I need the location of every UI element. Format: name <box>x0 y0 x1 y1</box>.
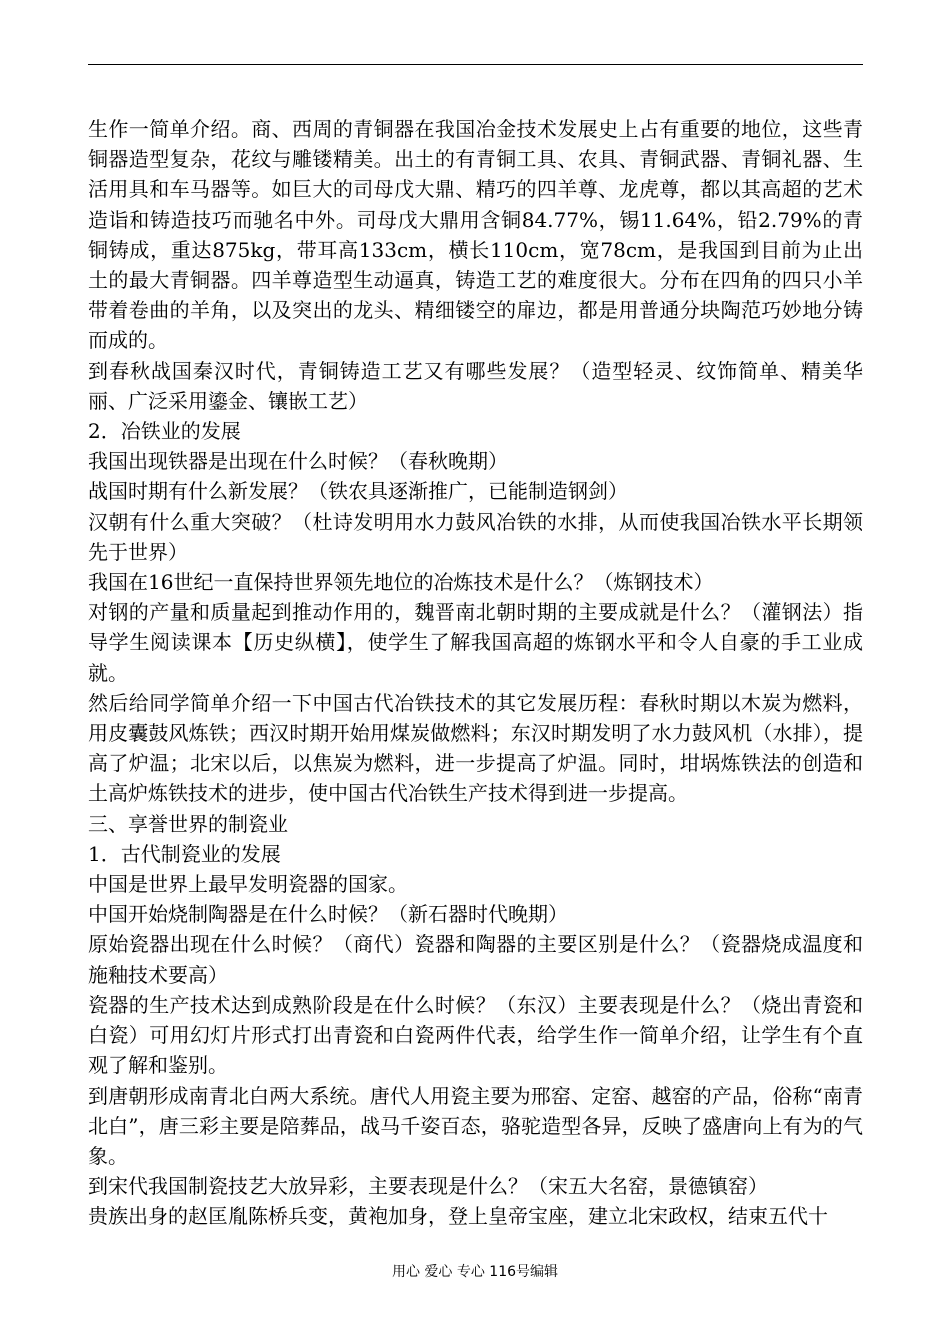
paragraph: 中国开始烧制陶器是在什么时候？（新石器时代晚期） <box>88 902 568 927</box>
paragraph: 我国出现铁器是出现在什么时候？（春秋晚期） <box>88 449 508 474</box>
section-heading: 三、享誉世界的制瓷业 <box>88 811 288 836</box>
paragraph: 瓷器的生产技术达到成熟阶段是在什么时候？（东汉）主要表现是什么？（烧出青瓷和白瓷）可用幻灯片形式打出青瓷和白瓷两件代表，给学生作一简单介绍，让学生有个直观了解和鉴别。 <box>88 992 863 1078</box>
paragraph: 到唐朝形成南青北白两大系统。唐代人用瓷主要为邢窑、定窑、越窑的产品，俗称“南青北白”，唐三彩主要是陪葬品，战马千姿百态，骆驼造型各异，反映了盛唐向上有为的气象。 <box>88 1083 863 1168</box>
section-heading: 1．古代制瓷业的发展 <box>88 841 281 866</box>
header-rule <box>88 64 863 65</box>
paragraph: 到春秋战国秦汉时代，青铜铸造工艺又有哪些发展？（造型轻灵、纹饰简单、精美华丽、广泛采用鎏金、镶嵌工艺） <box>88 358 863 413</box>
paragraph: 贵族出身的赵匡胤陈桥兵变，黄袍加身，登上皇帝宝座，建立北宋政权，结束五代十 <box>88 1204 828 1229</box>
paragraph: 我国在16世纪一直保持世界领先地位的冶炼技术是什么？（炼钢技术） <box>88 570 714 595</box>
section-heading: 2．冶铁业的发展 <box>88 419 241 444</box>
paragraph: 战国时期有什么新发展？（铁农具逐渐推广，已能制造钢剑） <box>88 479 628 504</box>
page-footer: 用心 爱心 专心 116号编辑 <box>391 1264 559 1280</box>
paragraph: 生作一简单介绍。商、西周的青铜器在我国冶金技术发展史上占有重要的地位，这些青铜器造型复杂，花纹与雕镂精美。出土的有青铜工具、农具、青铜武器、青铜礼器、生活用具和车马器等。如巨大的司母戊大鼎、精巧的四羊尊、龙虎尊，都以其高超的艺术造诣和铸造技巧而驰名中外。司母戊大鼎用含铜84.77%，锡11.64%，铅2.79%的青铜铸成，重达875kg，带耳高133cm，横长110cm，宽78cm，是我国到目前为止出土的最大青铜器。四羊尊造型生动逼真，铸造工艺的难度很大。分布在四角的四只小羊带着卷曲的羊角，以及突出的龙头、精细镂空的扉边，都是用普通分块陶范巧妙地分铸而成的。 <box>88 117 863 353</box>
paragraph: 汉朝有什么重大突破？（杜诗发明用水力鼓风冶铁的水排，从而使我国冶铁水平长期领先于世界） <box>88 509 863 564</box>
paragraph: 到宋代我国制瓷技艺大放异彩，主要表现是什么？（宋五大名窑，景德镇窑） <box>88 1174 768 1199</box>
paragraph: 原始瓷器出现在什么时候？（商代）瓷器和陶器的主要区别是什么？（瓷器烧成温度和施釉技术要高） <box>88 932 863 987</box>
paragraph: 中国是世界上最早发明瓷器的国家。 <box>88 872 408 897</box>
paragraph: 然后给同学简单介绍一下中国古代冶铁技术的其它发展历程：春秋时期以木炭为燃料，用皮囊鼓风炼铁；西汉时期开始用煤炭做燃料；东汉时期发明了水力鼓风机（水排），提高了炉温；北宋以后，以焦炭为燃料，进一步提高了炉温。同时，坩埚炼铁法的创造和土高炉炼铁技术的进步，使中国古代冶铁生产技术得到进一步提高。 <box>88 690 863 806</box>
paragraph: 对钢的产量和质量起到推动作用的，魏晋南北朝时期的主要成就是什么？（灌钢法）指导学生阅读课本【历史纵横】，使学生了解我国高超的炼钢水平和令人自豪的手工业成就。 <box>88 600 863 685</box>
document-body <box>88 114 863 1232</box>
